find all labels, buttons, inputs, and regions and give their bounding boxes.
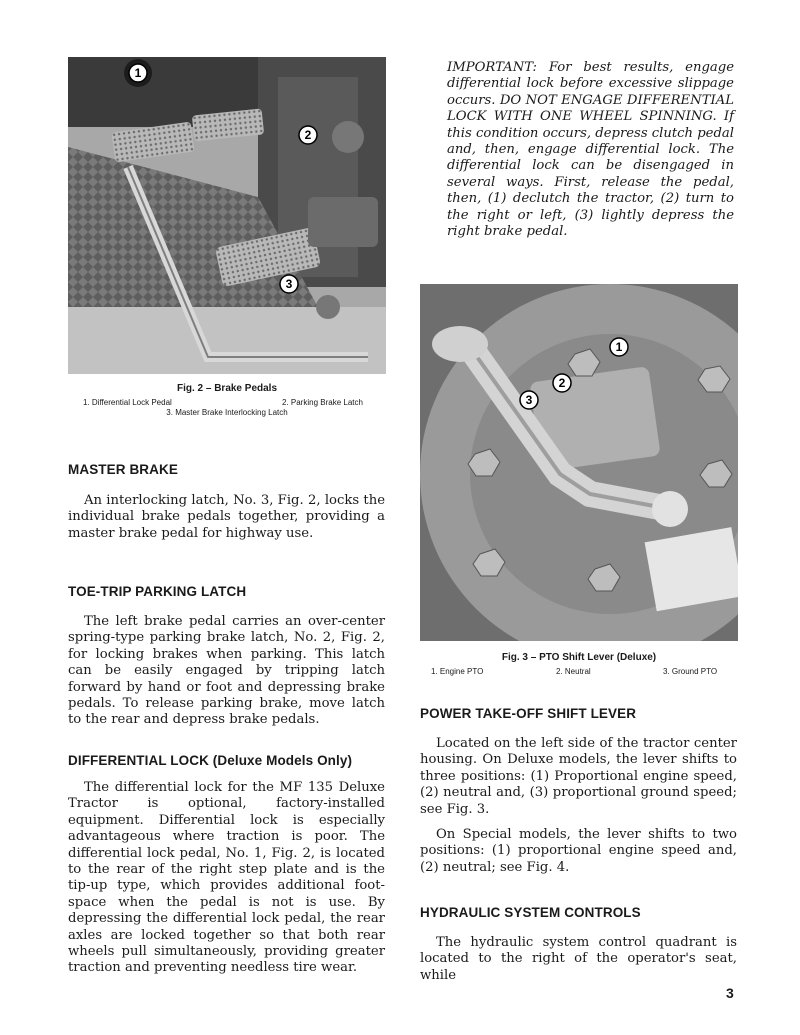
callout-2-icon: [299, 126, 317, 144]
master-brake-heading: MASTER BRAKE: [68, 462, 178, 477]
fig2-title: Fig. 2 – Brake Pedals: [176, 383, 278, 394]
diff-lock-body: The differential lock for the MF 135 Deluxe Tractor is optional, factory-installed equipment. Differential lock is especially advantageous where traction is poor. The differential lock pedal, No. 1, Fig. 2, is located to the rear of the right step plate and is the tip-up type, which provides additional foot-space when the pedal is not is use. By depressing the differential lock pedal, the rear axles are locked together so that both rear wheels pull simultaneously, providing greater traction and preventing needless tire wear.: [68, 780, 385, 976]
fig2-item-1: 1. Differential Lock Pedal: [83, 398, 172, 407]
fig3-photo: [420, 284, 738, 641]
diff-lock-heading: DIFFERENTIAL LOCK (Deluxe Models Only): [68, 753, 353, 768]
callout-2-icon: [553, 374, 571, 392]
pto-heading: POWER TAKE-OFF SHIFT LEVER: [420, 706, 637, 721]
pto-lever-illustration: [420, 284, 738, 641]
fig2-photo: [68, 57, 386, 374]
toe-trip-body: The left brake pedal carries an over-center spring-type parking brake latch, No. 2, Fig. 2, for locking brakes when parking. This latch can be easily engaged by tripping latch forward by hand or foot and depressing brake pedals. To release parking brake, move latch to the rear and depress brake pedals.: [68, 614, 385, 728]
svg-text:1: 1: [134, 66, 142, 80]
brake-pedals-illustration: [68, 57, 386, 374]
page-number: 3: [726, 985, 734, 1001]
svg-text:3: 3: [525, 393, 533, 407]
callout-3-icon: [280, 275, 298, 293]
callout-1-icon: [129, 64, 147, 82]
fig3-item-1: 1. Engine PTO: [431, 667, 484, 676]
hydraulic-heading: HYDRAULIC SYSTEM CONTROLS: [420, 905, 641, 920]
fig2-item-2: 2. Parking Brake Latch: [282, 398, 363, 407]
svg-text:2: 2: [558, 376, 566, 390]
callout-3-icon: [520, 391, 538, 409]
pto-body-2: On Special models, the lever shifts to two positions: (1) proportional engine speed and, (2) neutral; see Fig. 4.: [420, 827, 737, 875]
fig3-item-3: 3. Ground PTO: [663, 667, 718, 676]
svg-text:3: 3: [285, 277, 293, 291]
fig2-item-3: 3. Master Brake Interlocking Latch: [166, 408, 288, 417]
toe-trip-heading: TOE-TRIP PARKING LATCH: [68, 584, 247, 599]
master-brake-body: An interlocking latch, No. 3, Fig. 2, locks the individual brake pedals together, providing a master brake pedal for highway use.: [68, 493, 385, 541]
pto-body-1: Located on the left side of the tractor center housing. On Deluxe models, the lever shifts to three positions: (1) Proportional engine speed, (2) neutral and, (3) proportional ground speed; see Fig. 3.: [420, 736, 737, 817]
fig3-item-2: 2. Neutral: [556, 667, 591, 676]
callout-1-icon: [610, 338, 628, 356]
fig3-title: Fig. 3 – PTO Shift Lever (Deluxe): [501, 652, 657, 663]
hydraulic-body: The hydraulic system control quadrant is located to the right of the operator's seat, while: [420, 935, 737, 983]
important-note: IMPORTANT: For best results, engage differential lock before excessive slippage occurs. DO NOT ENGAGE DIFFERENTIAL LOCK WITH ONE WHEEL SPINNING. If this condition occurs, depress clutch pedal and, then, engage differential lock. The differential lock can be disengaged in several ways. First, release the pedal, then, (1) declutch the tractor, (2) turn to the right or left, (3) lightly depress the right brake pedal.: [447, 60, 735, 240]
svg-text:1: 1: [615, 340, 623, 354]
svg-text:2: 2: [304, 128, 312, 142]
